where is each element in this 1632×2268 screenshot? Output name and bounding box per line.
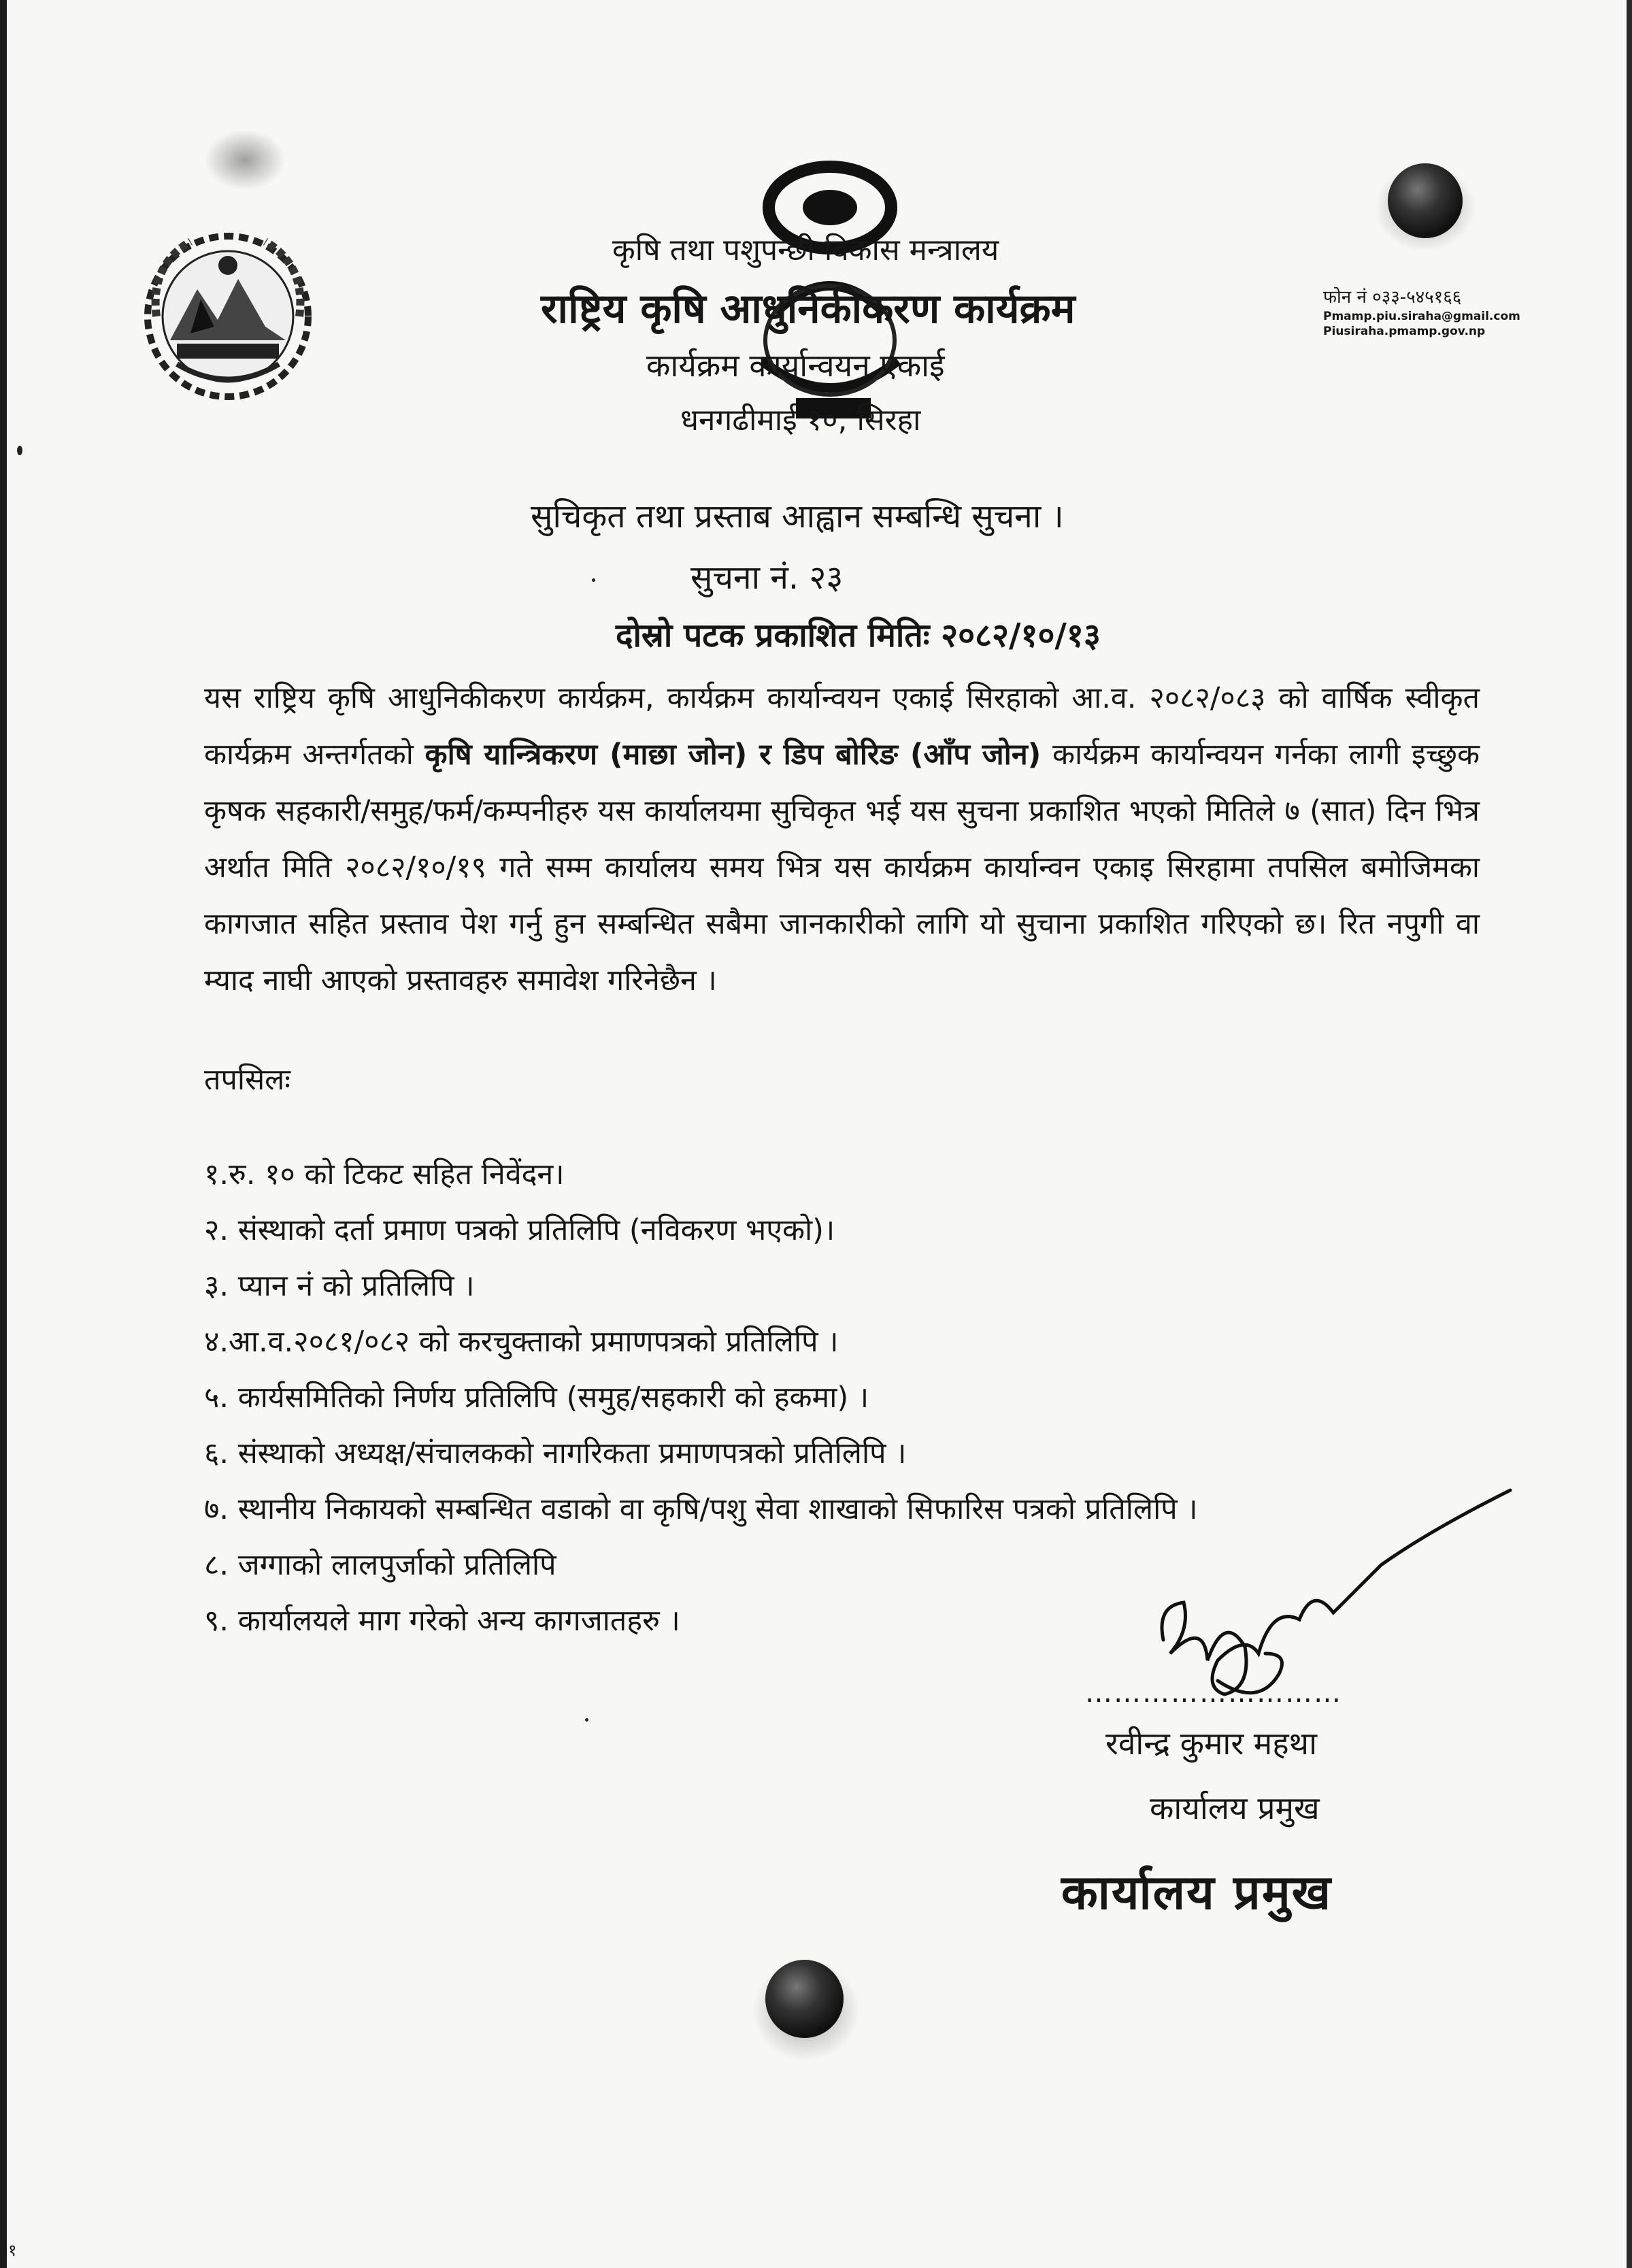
phone-number: फोन नं ०३३-५४५१६६ [1323,287,1462,308]
website-address: Piusiraha.pmamp.gov.np [1323,325,1486,338]
list-item: १.रु. १० को टिकट सहित निवेंदन। [204,1157,565,1191]
body-text-part1: यस राष्ट्रिय कृषि आधुनिकीकरण कार्यक्रम, कार्यक्रम कार्यान्वयन एकाई सिरहाको आ.व. २०८२/०८३ को वार्षिक स्वीकृत कार्यक्रम अन्तर्गतको [204,681,1480,772]
list-item: ३. प्यान नं को प्रतिलिपि । [204,1269,475,1303]
unit-name: कार्यक्रम कार्यान्वयन एकाई [646,347,945,384]
pin-bottom-icon [765,1960,844,2038]
scan-speck [585,1718,588,1722]
office-chief-stamp: कार्यालय प्रमुख [1061,1864,1332,1920]
signatory-title: कार्यालय प्रमुख [1150,1790,1320,1826]
signatory-name: रवीन्द्र कुमार महथा [1105,1725,1317,1762]
nepal-emblem-icon [136,225,320,408]
document-list [204,1147,1198,1649]
list-item: २. संस्थाको दर्ता प्रमाण पत्रको प्रतिलिपि (नविकरण भएको)। [204,1213,835,1247]
ministry-name: कृषि तथा पशुपन्छी विकास मन्त्रालय [612,233,999,267]
list-item: ९. कार्यालयले माग गरेको अन्य कागजातहरु । [204,1604,680,1638]
signature-line: ……………………… [1085,1677,1342,1709]
published-date: दोस्रो पटक प्रकाशित मितिः २०८२/१०/१३ [616,617,1101,655]
notice-body [204,670,1480,1009]
pin-shadow-top-left [204,129,286,191]
scan-speck [17,446,22,455]
notice-number: सुचना नं. २३ [690,559,844,597]
pin-top-right-icon [1388,163,1463,238]
scan-speck [592,578,595,582]
body-highlight: कृषि यान्त्रिकरण (माछा जोन) र डिप बोरिङ (आँप जोन) [424,738,1042,772]
body-text-part2: कार्यक्रम कार्यान्वयन गर्नका लागी इच्छुक कृषक सहकारी/समुह/फर्म/कम्पनीहरु यस कार्यालयमा सुचिकृत भई यस सुचना प्रकाशित भएको मितिले ७ (सात) दिन भित्र अर्थात मिति २०८२/१०/१९ गते सम्म कार्यालय समय भित्र यस कार्यक्रम कार्यान्वन एकाइ सिरहामा तपसिल बमोजिमका कागजात सहित प्रस्ताव पेश गर्नु हुन सम्बन्धित सबैमा जानकारीको लागि यो सुचाना प्रकाशित गरिएको छ। रित नपुगी वा म्याद नाघी आएको प्रस्तावहरु समावेश गरिनेछैन । [204,738,1480,998]
list-item: ७. स्थानीय निकायको सम्बन्धित वडाको वा कृषि/पशु सेवा शाखाको सिफारिस पत्रको प्रतिलिपि । [204,1492,1198,1526]
list-item: ४.आ.व.२०८१/०८२ को करचुक्ताको प्रमाणपत्रको प्रतिलिपि । [204,1325,839,1359]
office-address: धनगढीमाई १०, सिरहा [680,403,921,438]
contact-block [1323,286,1520,339]
program-name: राष्ट्रिय कृषि आधुनिकीकरण कार्यक्रम [541,285,1076,333]
scan-right-edge [1627,0,1632,2268]
list-item: ५. कार्यसमितिको निर्णय प्रतिलिपि (समुह/सहकारी को हकमा) । [204,1381,869,1415]
scan-left-edge [0,0,7,2268]
notice-title: सुचिकृत तथा प्रस्ताब आह्वान सम्बन्धि सुचना । [531,497,1064,536]
email-address: Pmamp.piu.siraha@gmail.com [1323,310,1520,323]
corner-mark: १ [8,2241,17,2260]
tapasil-label: तपसिलः [204,1063,290,1097]
list-item: ६. संस्थाको अध्यक्ष/संचालकको नागरिकता प्रमाणपत्रको प्रतिलिपि । [204,1436,907,1470]
list-item: ८. जग्गाको लालपुर्जाको प्रतिलिपि [204,1548,556,1582]
